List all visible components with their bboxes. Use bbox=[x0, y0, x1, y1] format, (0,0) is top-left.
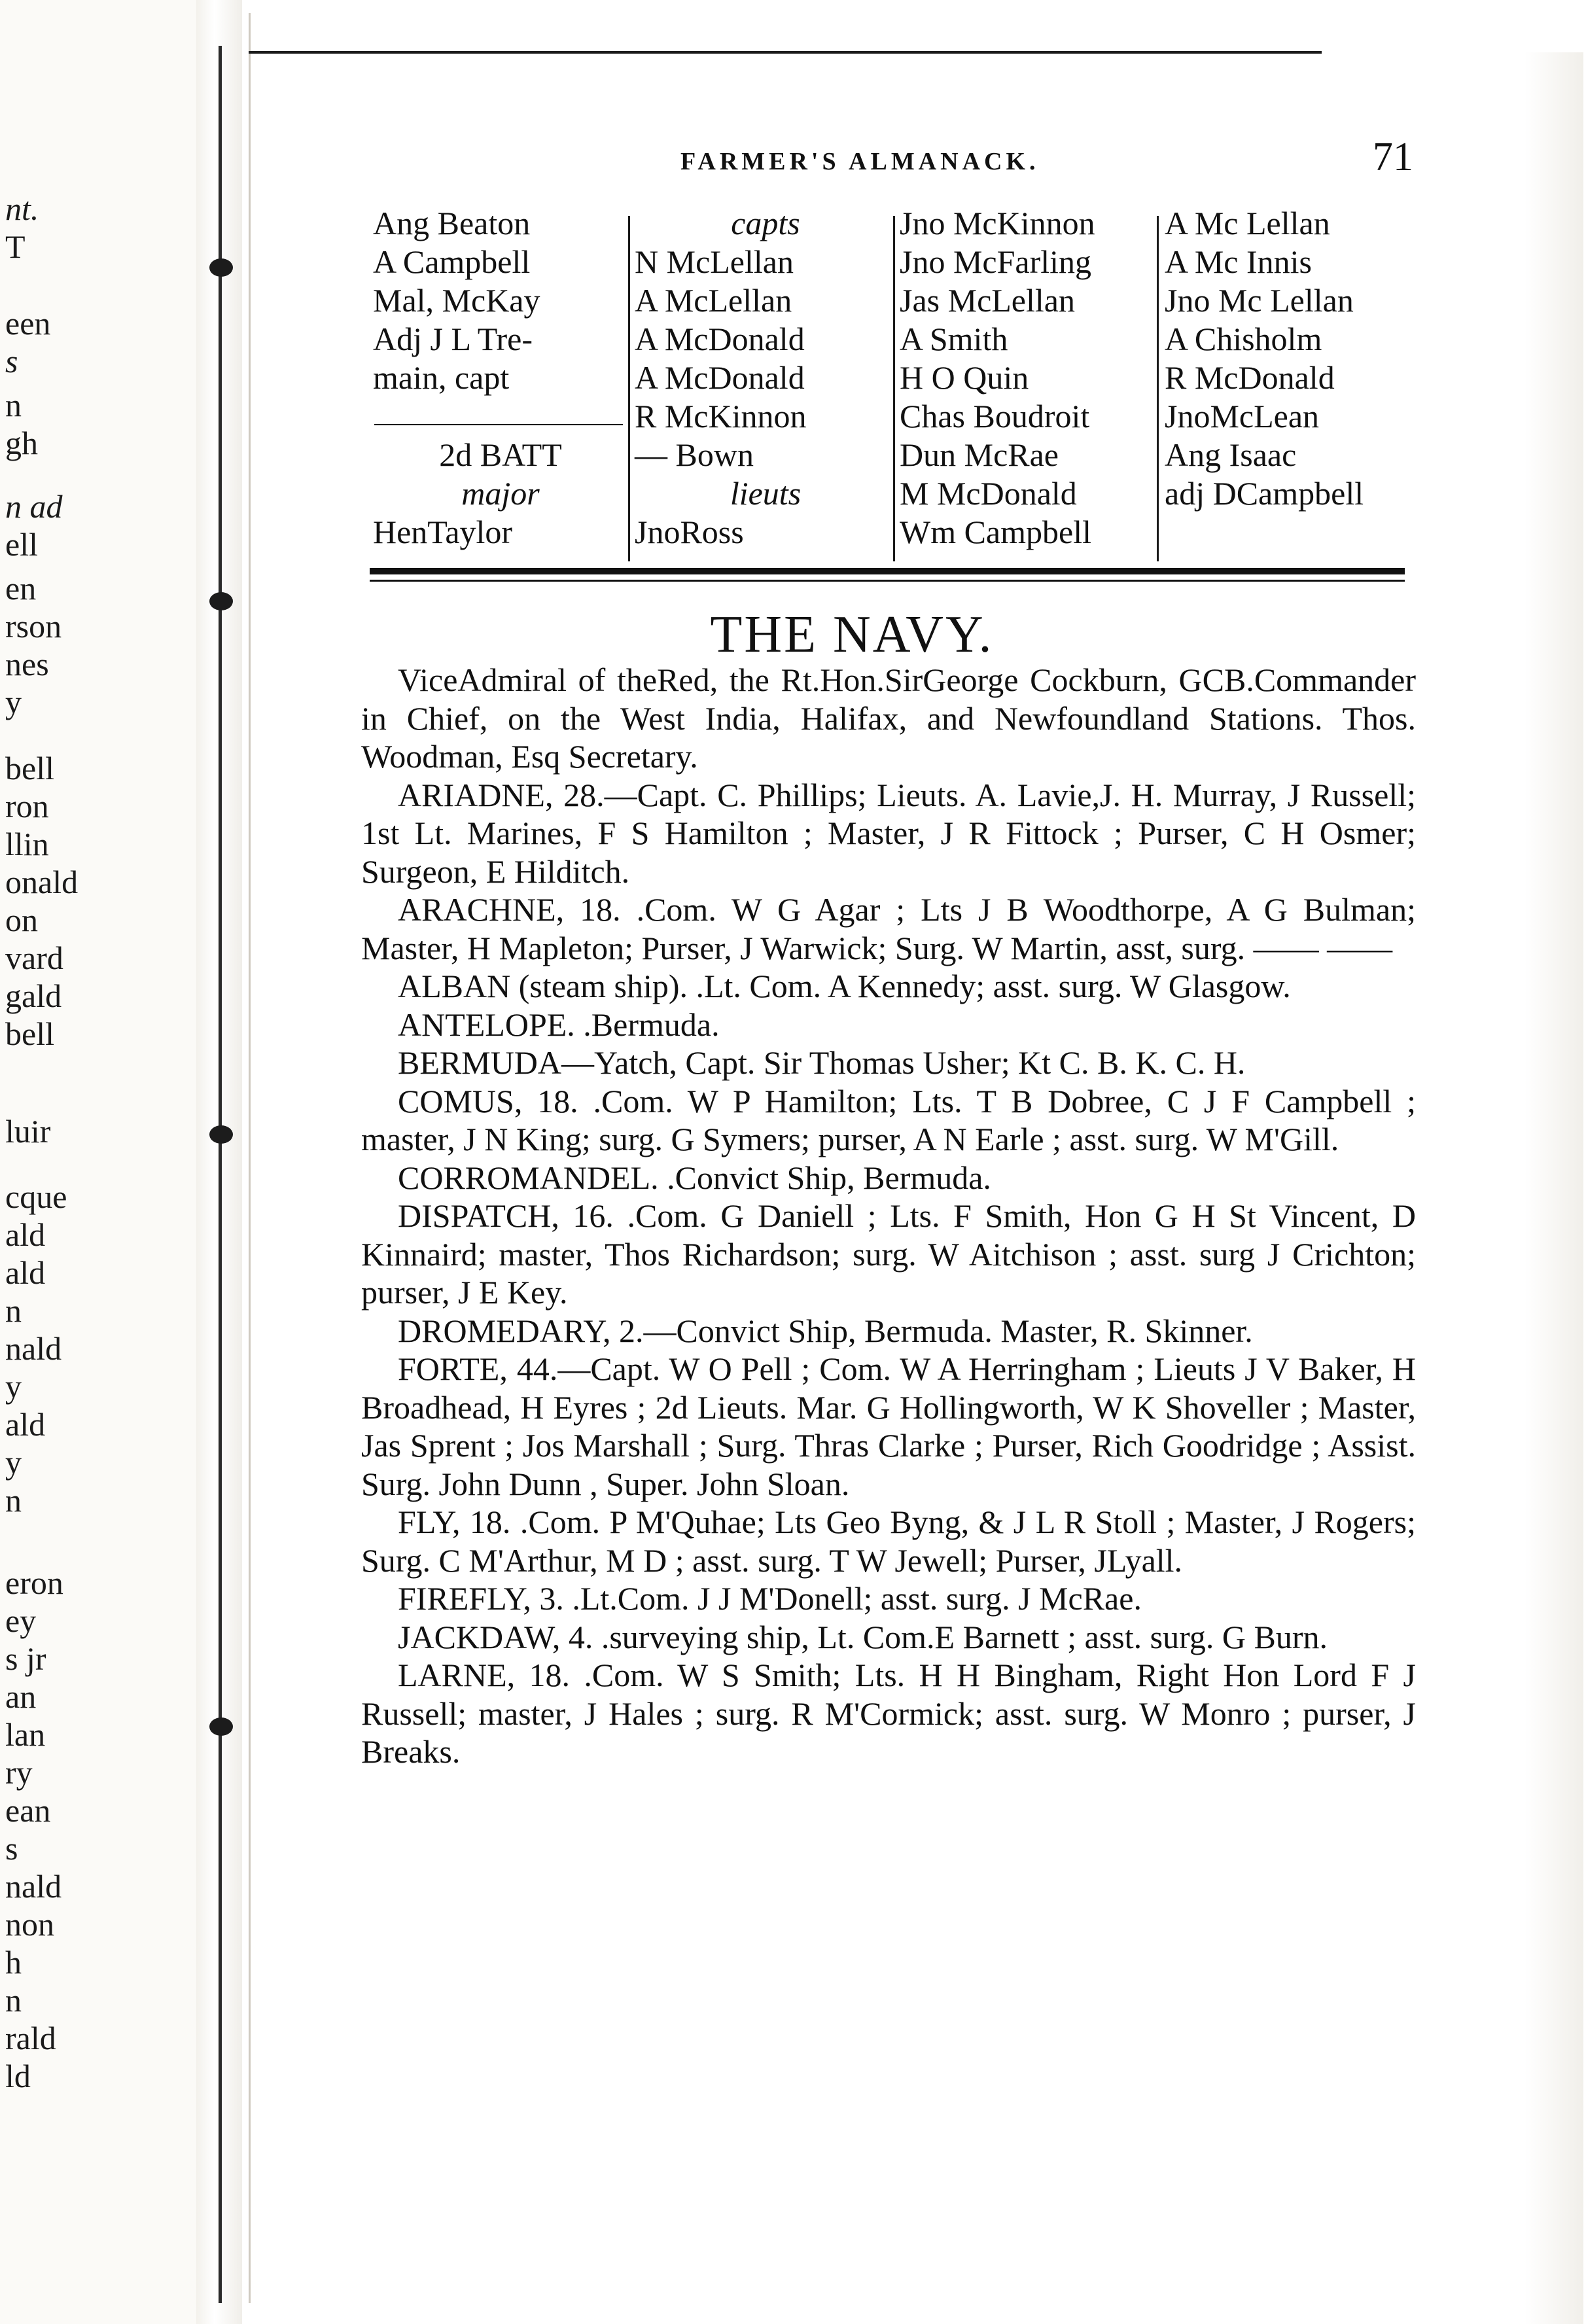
roster-entry bbox=[373, 397, 628, 436]
roster-column-1 bbox=[373, 204, 628, 557]
fragment-line: h bbox=[5, 1944, 22, 1981]
fragment-line: n ad bbox=[5, 488, 63, 525]
fragment-line: ald bbox=[5, 1216, 46, 1253]
roster-entry: Mal, McKay bbox=[373, 282, 540, 319]
roster-entry: JnoMcLean bbox=[1165, 398, 1320, 434]
fragment-line: ald bbox=[5, 1406, 46, 1443]
roster-entry: A Smith bbox=[900, 321, 1008, 357]
roster-entry: Dun McRae bbox=[900, 436, 1059, 473]
roster-entry: — Bown bbox=[635, 436, 754, 473]
roster-column-3 bbox=[900, 204, 1161, 557]
fragment-line: n bbox=[5, 1482, 22, 1519]
running-header: FARMER'S ALMANACK. bbox=[680, 148, 1040, 175]
ship-entry: FORTE, 44.—Capt. W O Pell ; Com. W A Herringham ; Lieuts J V Baker, H Broadhead, H Eyres ; 2d Lieuts. Mar. G Hollingworth, W K Shoveller ; Master, Jas Sprent ; Jos Marshall ; Surg. Thras Clarke ; Purser, Rich Goodridge ; Assist. Surg. John Dunn , Super. John Sloan. bbox=[361, 1350, 1416, 1502]
roster-entry: A McDonald bbox=[635, 321, 805, 357]
fragment-line: s bbox=[5, 1830, 18, 1867]
fragment-line: y bbox=[5, 1368, 22, 1405]
fragment-line: nt. bbox=[5, 190, 39, 227]
fragment-line: en bbox=[5, 570, 37, 607]
roster-entry: 2d BATT bbox=[439, 436, 562, 473]
fragment-line: ald bbox=[5, 1254, 46, 1291]
fragment-line: rald bbox=[5, 2020, 56, 2056]
roster-entry: R McKinnon bbox=[635, 398, 807, 434]
fragment-line: llin bbox=[5, 826, 49, 862]
roster-entry: Ang Isaac bbox=[1165, 436, 1297, 473]
ship-entry: FIREFLY, 3. .Lt.Com. J J M'Donell; asst. surg. J McRae. bbox=[398, 1580, 1142, 1617]
fragment-line: nald bbox=[5, 1868, 62, 1905]
roster-entry: A Campbell bbox=[373, 243, 531, 280]
ship-entry: ARACHNE, 18. .Com. W G Agar ; Lts J B Woodthorpe, A G Bulman; Master, H Mapleton; Purser, J Warwick; Surg. W Martin, asst, surg. —— —— bbox=[361, 891, 1416, 966]
roster-column-2 bbox=[635, 204, 896, 557]
battalion-divider bbox=[374, 424, 623, 425]
fragment-line: onald bbox=[5, 864, 79, 900]
ship-entry: ANTELOPE. .Bermuda. bbox=[398, 1006, 720, 1043]
adjacent-page-fragment bbox=[0, 0, 196, 2324]
fragment-line: nes bbox=[5, 646, 49, 682]
section-rule-thick bbox=[370, 568, 1405, 574]
fragment-line: ron bbox=[5, 788, 49, 824]
fragment-line: y bbox=[5, 684, 22, 720]
roster-column-4 bbox=[1165, 204, 1426, 557]
fragment-line: ry bbox=[5, 1754, 33, 1791]
fragment-line: lan bbox=[5, 1716, 46, 1753]
column-rule bbox=[1157, 216, 1159, 561]
binding-stitch bbox=[209, 258, 233, 277]
page-right-edge bbox=[1524, 52, 1583, 2324]
ship-entry: ARIADNE, 28.—Capt. C. Phillips; Lieuts. A. Lavie,J. H. Murray, J Russell; 1st Lt. Marines, F S Hamilton ; Master, J R Fittock ; Purser, C H Osmer; Surgeon, E Hilditch. bbox=[361, 776, 1416, 890]
fragment-line: s jr bbox=[5, 1640, 46, 1677]
fragment-line: nald bbox=[5, 1330, 62, 1367]
roster-entry: Jas McLellan bbox=[900, 282, 1075, 319]
fragment-line: T bbox=[5, 228, 26, 265]
roster-entry: capts bbox=[731, 205, 800, 241]
roster-entry: A McLellan bbox=[635, 282, 792, 319]
binding-stitch bbox=[209, 1125, 233, 1144]
fragment-line: een bbox=[5, 305, 51, 342]
fragment-line: rson bbox=[5, 608, 62, 644]
section-rule-thin bbox=[370, 580, 1405, 582]
roster-entry: A Mc Innis bbox=[1165, 243, 1312, 280]
fragment-line: bell bbox=[5, 750, 54, 786]
fragment-line: y bbox=[5, 1444, 22, 1481]
roster-entry: Jno McKinnon bbox=[900, 205, 1095, 241]
page-top-edge bbox=[249, 51, 1322, 54]
fragment-line: n bbox=[5, 1292, 22, 1329]
roster-entry: M McDonald bbox=[900, 475, 1077, 512]
page-gutter bbox=[249, 13, 251, 2303]
fragment-line: an bbox=[5, 1678, 37, 1715]
navy-entries bbox=[361, 661, 1416, 1771]
roster-entry: R McDonald bbox=[1165, 359, 1335, 396]
roster-entry: adj DCampbell bbox=[1165, 475, 1364, 512]
roster-entry: Jno McFarling bbox=[900, 243, 1092, 280]
fragment-line: non bbox=[5, 1906, 54, 1943]
fragment-line: ey bbox=[5, 1602, 37, 1639]
fragment-line: s bbox=[5, 343, 18, 379]
roster-entry: Adj J L Tre- bbox=[373, 321, 533, 357]
ship-entry: COMUS, 18. .Com. W P Hamilton; Lts. T B Dobree, C J F Campbell ; master, J N King; surg. G Symers; purser, A N Earle ; asst. surg. W M'Gill. bbox=[361, 1082, 1416, 1157]
column-rule bbox=[893, 216, 895, 561]
roster-entry: A Mc Lellan bbox=[1165, 205, 1330, 241]
ship-entry: JACKDAW, 4. .surveying ship, Lt. Com.E Barnett ; asst. surg. G Burn. bbox=[398, 1618, 1328, 1655]
fragment-line: eron bbox=[5, 1564, 63, 1601]
roster-entry: Wm Campbell bbox=[900, 514, 1091, 550]
ship-entry: ALBAN (steam ship). .Lt. Com. A Kennedy; asst. surg. W Glasgow. bbox=[398, 968, 1291, 1004]
militia-roster bbox=[366, 204, 1413, 557]
fragment-line: bell bbox=[5, 1015, 54, 1052]
roster-entry: A McDonald bbox=[635, 359, 805, 396]
page-number: 71 bbox=[1373, 135, 1413, 179]
roster-entry: major bbox=[461, 475, 540, 512]
fragment-line: n bbox=[5, 1982, 22, 2018]
fragment-line: on bbox=[5, 902, 38, 938]
fragment-line: ean bbox=[5, 1792, 51, 1829]
roster-entry: lieuts bbox=[730, 475, 802, 512]
roster-entry: Chas Boudroit bbox=[900, 398, 1090, 434]
spine-thread bbox=[219, 46, 222, 2303]
binding-stitch bbox=[209, 1717, 233, 1736]
roster-entry: JnoRoss bbox=[635, 514, 744, 550]
ship-entry: BERMUDA—Yatch, Capt. Sir Thomas Usher; Kt C. B. K. C. H. bbox=[398, 1044, 1246, 1081]
ship-entry: DISPATCH, 16. .Com. G Daniell ; Lts. F Smith, Hon G H St Vincent, D Kinnaird; master, Thos Richardson; surg. W Aitchison ; asst. surg J Crichton; purser, J E Key. bbox=[361, 1197, 1416, 1311]
ship-entry: FLY, 18. .Com. P M'Quhae; Lts Geo Byng, & J L R Stoll ; Master, J Rogers; Surg. C M'Arthur, M D ; asst. surg. T W Jewell; Purser, JLyall. bbox=[361, 1504, 1416, 1579]
fragment-line: cque bbox=[5, 1178, 67, 1215]
roster-entry: N McLellan bbox=[635, 243, 794, 280]
roster-entry: Ang Beaton bbox=[373, 205, 531, 241]
column-rule bbox=[628, 216, 630, 561]
section-title: THE NAVY. bbox=[710, 606, 994, 663]
ship-entry: CORROMANDEL. .Convict Ship, Bermuda. bbox=[398, 1159, 991, 1196]
roster-entry: HenTaylor bbox=[373, 514, 513, 550]
ship-entry: LARNE, 18. .Com. W S Smith; Lts. H H Bingham, Right Hon Lord F J Russell; master, J Hales ; surg. R M'Cormick; asst. surg. W Monro ; purser, J Breaks. bbox=[361, 1657, 1416, 1770]
roster-entry: A Chisholm bbox=[1165, 321, 1322, 357]
fragment-line: ell bbox=[5, 526, 38, 563]
fragment-line: n bbox=[5, 387, 22, 423]
fragment-line: gald bbox=[5, 977, 62, 1014]
fragment-line: gh bbox=[5, 425, 38, 461]
roster-entry: H O Quin bbox=[900, 359, 1029, 396]
ship-entry: ViceAdmiral of theRed, the Rt.Hon.SirGeorge Cockburn, GCB.Commander in Chief, on the West India, Halifax, and Newfoundland Stations. Thos. Woodman, Esq Secretary. bbox=[361, 661, 1416, 775]
ship-entry: DROMEDARY, 2.—Convict Ship, Bermuda. Master, R. Skinner. bbox=[398, 1312, 1253, 1349]
fragment-line: luir bbox=[5, 1113, 51, 1150]
fragment-line: vard bbox=[5, 940, 63, 976]
roster-entry: main, capt bbox=[373, 359, 510, 396]
roster-entry: Jno Mc Lellan bbox=[1165, 282, 1354, 319]
fragment-line: ld bbox=[5, 2058, 31, 2094]
